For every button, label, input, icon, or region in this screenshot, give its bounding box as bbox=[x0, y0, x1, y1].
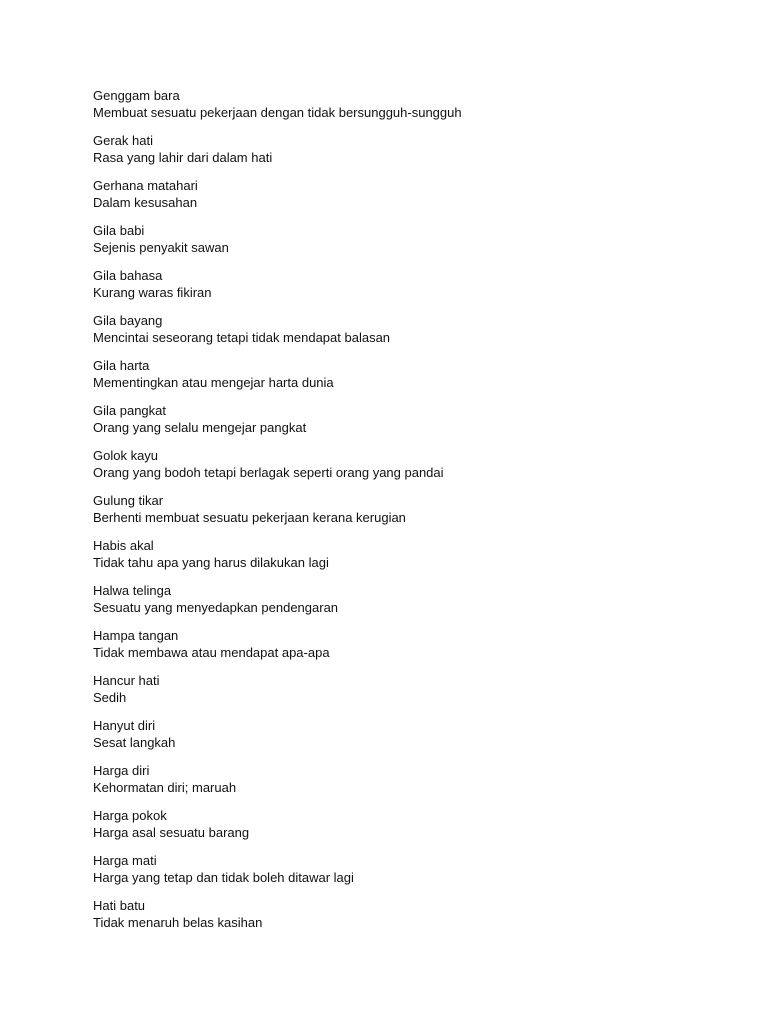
list-item bbox=[93, 672, 713, 717]
list-item bbox=[93, 87, 713, 132]
idiom-term: Gila bahasa bbox=[93, 268, 163, 283]
idiom-term: Hati batu bbox=[93, 898, 146, 913]
idiom-term: Habis akal bbox=[93, 538, 154, 553]
idiom-meaning: Berhenti membuat sesuatu pekerjaan kerana kerugian bbox=[93, 510, 406, 525]
list-item bbox=[93, 447, 713, 492]
idiom-term: Gila bayang bbox=[93, 313, 163, 328]
idiom-meaning: Orang yang bodoh tetapi berlagak seperti orang yang pandai bbox=[93, 465, 444, 480]
idiom-term: Harga diri bbox=[93, 763, 150, 778]
idiom-meaning: Sesat langkah bbox=[93, 735, 176, 750]
idiom-meaning: Mencintai seseorang tetapi tidak mendapat balasan bbox=[93, 330, 391, 345]
list-item bbox=[93, 357, 713, 402]
list-item bbox=[93, 177, 713, 222]
idiom-meaning: Harga yang tetap dan tidak boleh ditawar lagi bbox=[93, 870, 354, 885]
idiom-term: Harga mati bbox=[93, 853, 157, 868]
list-item bbox=[93, 627, 713, 672]
idiom-term: Gila pangkat bbox=[93, 403, 166, 418]
idiom-term: Gerhana matahari bbox=[93, 178, 198, 193]
idiom-meaning: Harga asal sesuatu barang bbox=[93, 825, 250, 840]
list-item bbox=[93, 537, 713, 582]
idiom-term: Genggam bara bbox=[93, 88, 180, 103]
idiom-meaning: Membuat sesuatu pekerjaan dengan tidak bersungguh-sungguh bbox=[93, 105, 462, 120]
idiom-term: Gila harta bbox=[93, 358, 150, 373]
idiom-meaning: Tidak menaruh belas kasihan bbox=[93, 915, 263, 930]
idiom-term: Golok kayu bbox=[93, 448, 159, 463]
idiom-term: Hancur hati bbox=[93, 673, 160, 688]
idiom-term: Hampa tangan bbox=[93, 628, 179, 643]
idiom-meaning: Kurang waras fikiran bbox=[93, 285, 212, 300]
list-item bbox=[93, 402, 713, 447]
idiom-term: Gerak hati bbox=[93, 133, 153, 148]
idiom-list bbox=[93, 87, 713, 942]
idiom-meaning: Dalam kesusahan bbox=[93, 195, 198, 210]
idiom-term: Halwa telinga bbox=[93, 583, 172, 598]
idiom-meaning: Mementingkan atau mengejar harta dunia bbox=[93, 375, 334, 390]
list-item bbox=[93, 807, 713, 852]
idiom-term: Hanyut diri bbox=[93, 718, 156, 733]
idiom-meaning: Sedih bbox=[93, 690, 127, 705]
idiom-term: Gila babi bbox=[93, 223, 145, 238]
list-item bbox=[93, 492, 713, 537]
idiom-meaning: Tidak membawa atau mendapat apa-apa bbox=[93, 645, 330, 660]
list-item bbox=[93, 132, 713, 177]
list-item bbox=[93, 717, 713, 762]
list-item bbox=[93, 762, 713, 807]
idiom-meaning: Tidak tahu apa yang harus dilakukan lagi bbox=[93, 555, 329, 570]
idiom-meaning: Sesuatu yang menyedapkan pendengaran bbox=[93, 600, 339, 615]
idiom-meaning: Kehormatan diri; maruah bbox=[93, 780, 237, 795]
idiom-meaning: Rasa yang lahir dari dalam hati bbox=[93, 150, 273, 165]
idiom-meaning: Sejenis penyakit sawan bbox=[93, 240, 229, 255]
list-item bbox=[93, 582, 713, 627]
idiom-meaning: Orang yang selalu mengejar pangkat bbox=[93, 420, 307, 435]
list-item bbox=[93, 267, 713, 312]
list-item bbox=[93, 897, 713, 942]
list-item bbox=[93, 312, 713, 357]
list-item bbox=[93, 222, 713, 267]
idiom-term: Harga pokok bbox=[93, 808, 167, 823]
idiom-term: Gulung tikar bbox=[93, 493, 164, 508]
list-item bbox=[93, 852, 713, 897]
